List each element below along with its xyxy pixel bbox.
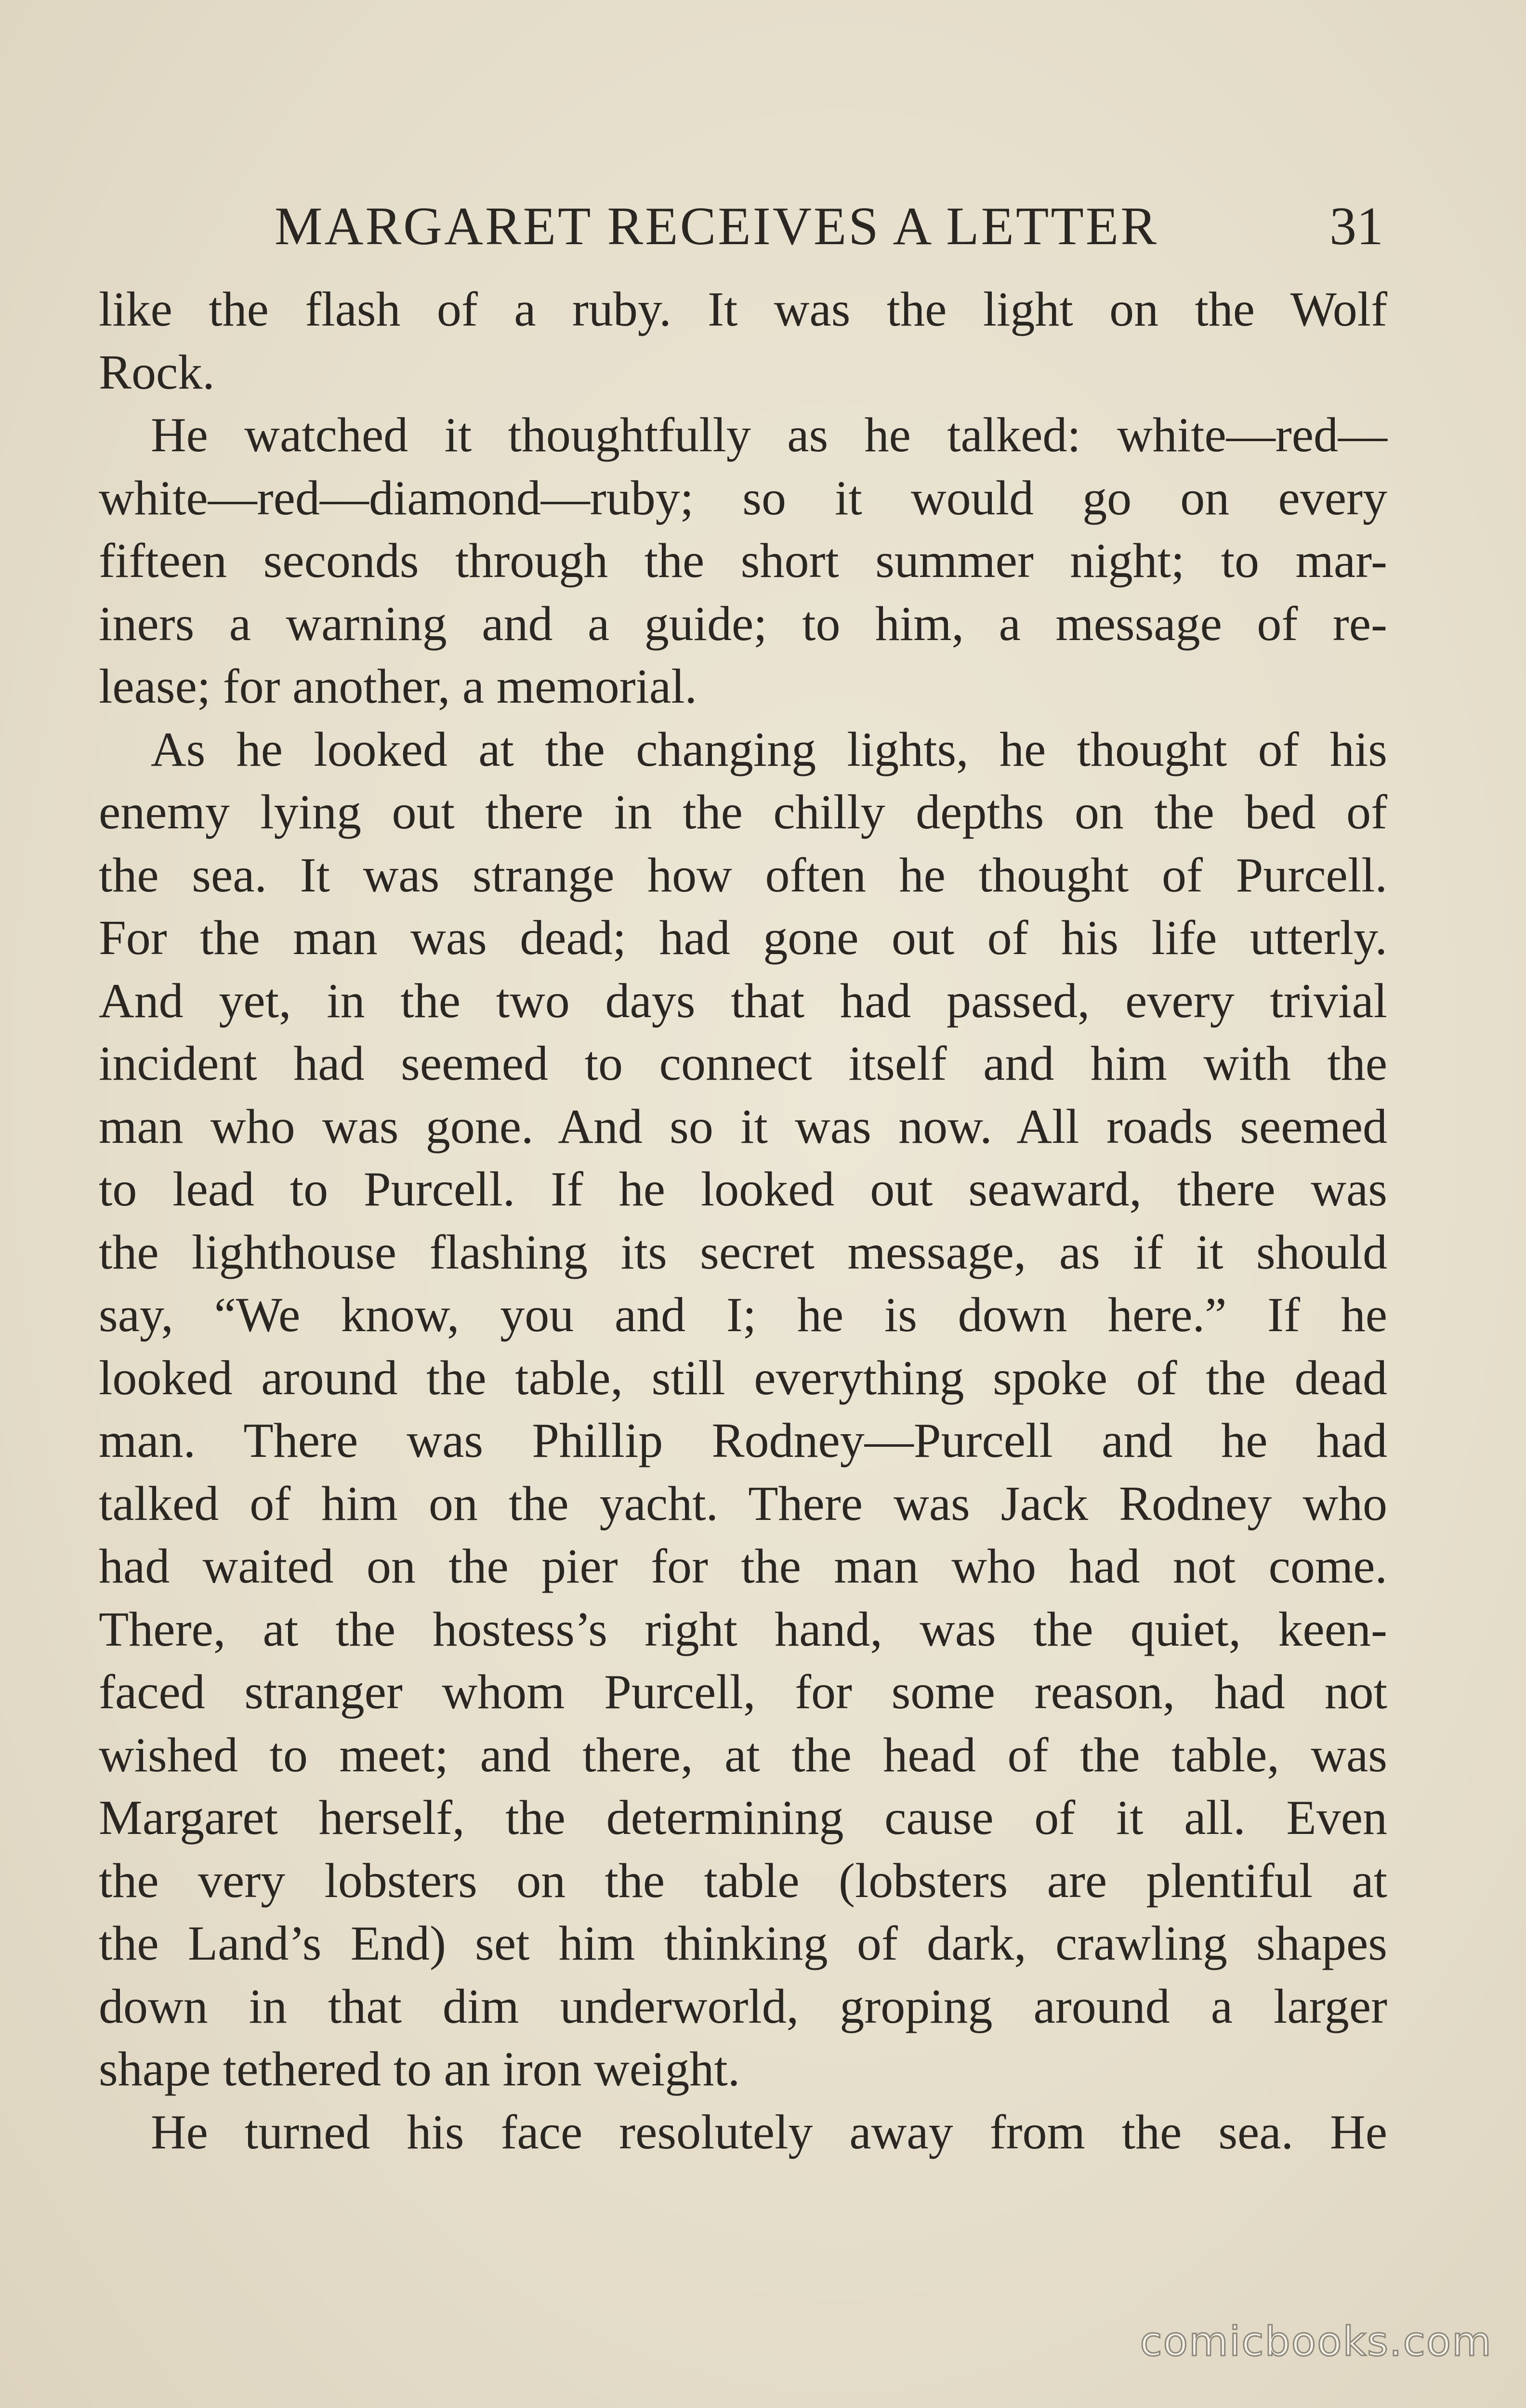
- text-line: looked around the table, still everything spoke of the dead: [99, 1350, 1387, 1405]
- watermark: comicbooks.com: [1140, 2318, 1492, 2365]
- text-line: He turned his face resolutely away from the sea. He: [151, 2105, 1387, 2159]
- running-head: [96, 193, 1383, 260]
- text-line: talked of him on the yacht. There was Jack Rodney who: [99, 1476, 1387, 1531]
- body-text: [99, 278, 1387, 2164]
- text-line: to lead to Purcell. If he looked out seaward, there was: [99, 1162, 1387, 1217]
- text-line: wished to meet; and there, at the head of the table, was: [99, 1727, 1387, 1782]
- text-line: like the flash of a ruby. It was the light on the Wolf: [99, 282, 1387, 337]
- page-number: 31: [1329, 196, 1383, 256]
- text-line: incident had seemed to connect itself and him with the: [99, 1036, 1387, 1091]
- text-line: enemy lying out there in the chilly depths on the bed of: [99, 785, 1387, 839]
- text-line: Margaret herself, the determining cause of it all. Even: [99, 1791, 1387, 1845]
- text-line: the sea. It was strange how often he thought of Purcell.: [99, 848, 1387, 903]
- text-line: down in that dim underworld, groping around a larger: [99, 1979, 1387, 2034]
- text-line: white—red—diamond—ruby; so it would go on every: [99, 471, 1387, 525]
- text-line: the very lobsters on the table (lobsters are plentiful at: [99, 1853, 1387, 1908]
- text-line: man. There was Phillip Rodney—Purcell and he had: [99, 1413, 1387, 1468]
- text-line: the lighthouse flashing its secret message, as if it should: [99, 1225, 1387, 1280]
- text-line: For the man was dead; had gone out of his life utterly.: [99, 911, 1387, 965]
- text-line: faced stranger whom Purcell, for some reason, had not: [99, 1665, 1387, 1719]
- text-line: Rock.: [99, 345, 215, 400]
- text-line: man who was gone. And so it was now. All roads seemed: [99, 1099, 1387, 1154]
- text-line: say, “We know, you and I; he is down here.” If he: [99, 1288, 1387, 1342]
- text-line: fifteen seconds through the short summer night; to mar-: [99, 534, 1387, 588]
- text-line: iners a warning and a guide; to him, a message of re-: [99, 596, 1387, 651]
- text-line: lease; for another, a memorial.: [99, 659, 697, 714]
- text-line: shape tethered to an iron weight.: [99, 2042, 740, 2096]
- text-line: He watched it thoughtfully as he talked: white—red—: [151, 408, 1387, 462]
- text-line: And yet, in the two days that had passed, every trivial: [99, 973, 1387, 1028]
- text-line: had waited on the pier for the man who had not come.: [99, 1539, 1387, 1594]
- chapter-title: MARGARET RECEIVES A LETTER: [275, 196, 1158, 256]
- text-line: As he looked at the changing lights, he thought of his: [151, 722, 1387, 777]
- text-line: There, at the hostess’s right hand, was the quiet, keen-: [99, 1602, 1387, 1657]
- text-line: the Land’s End) set him thinking of dark, crawling shapes: [99, 1916, 1387, 1971]
